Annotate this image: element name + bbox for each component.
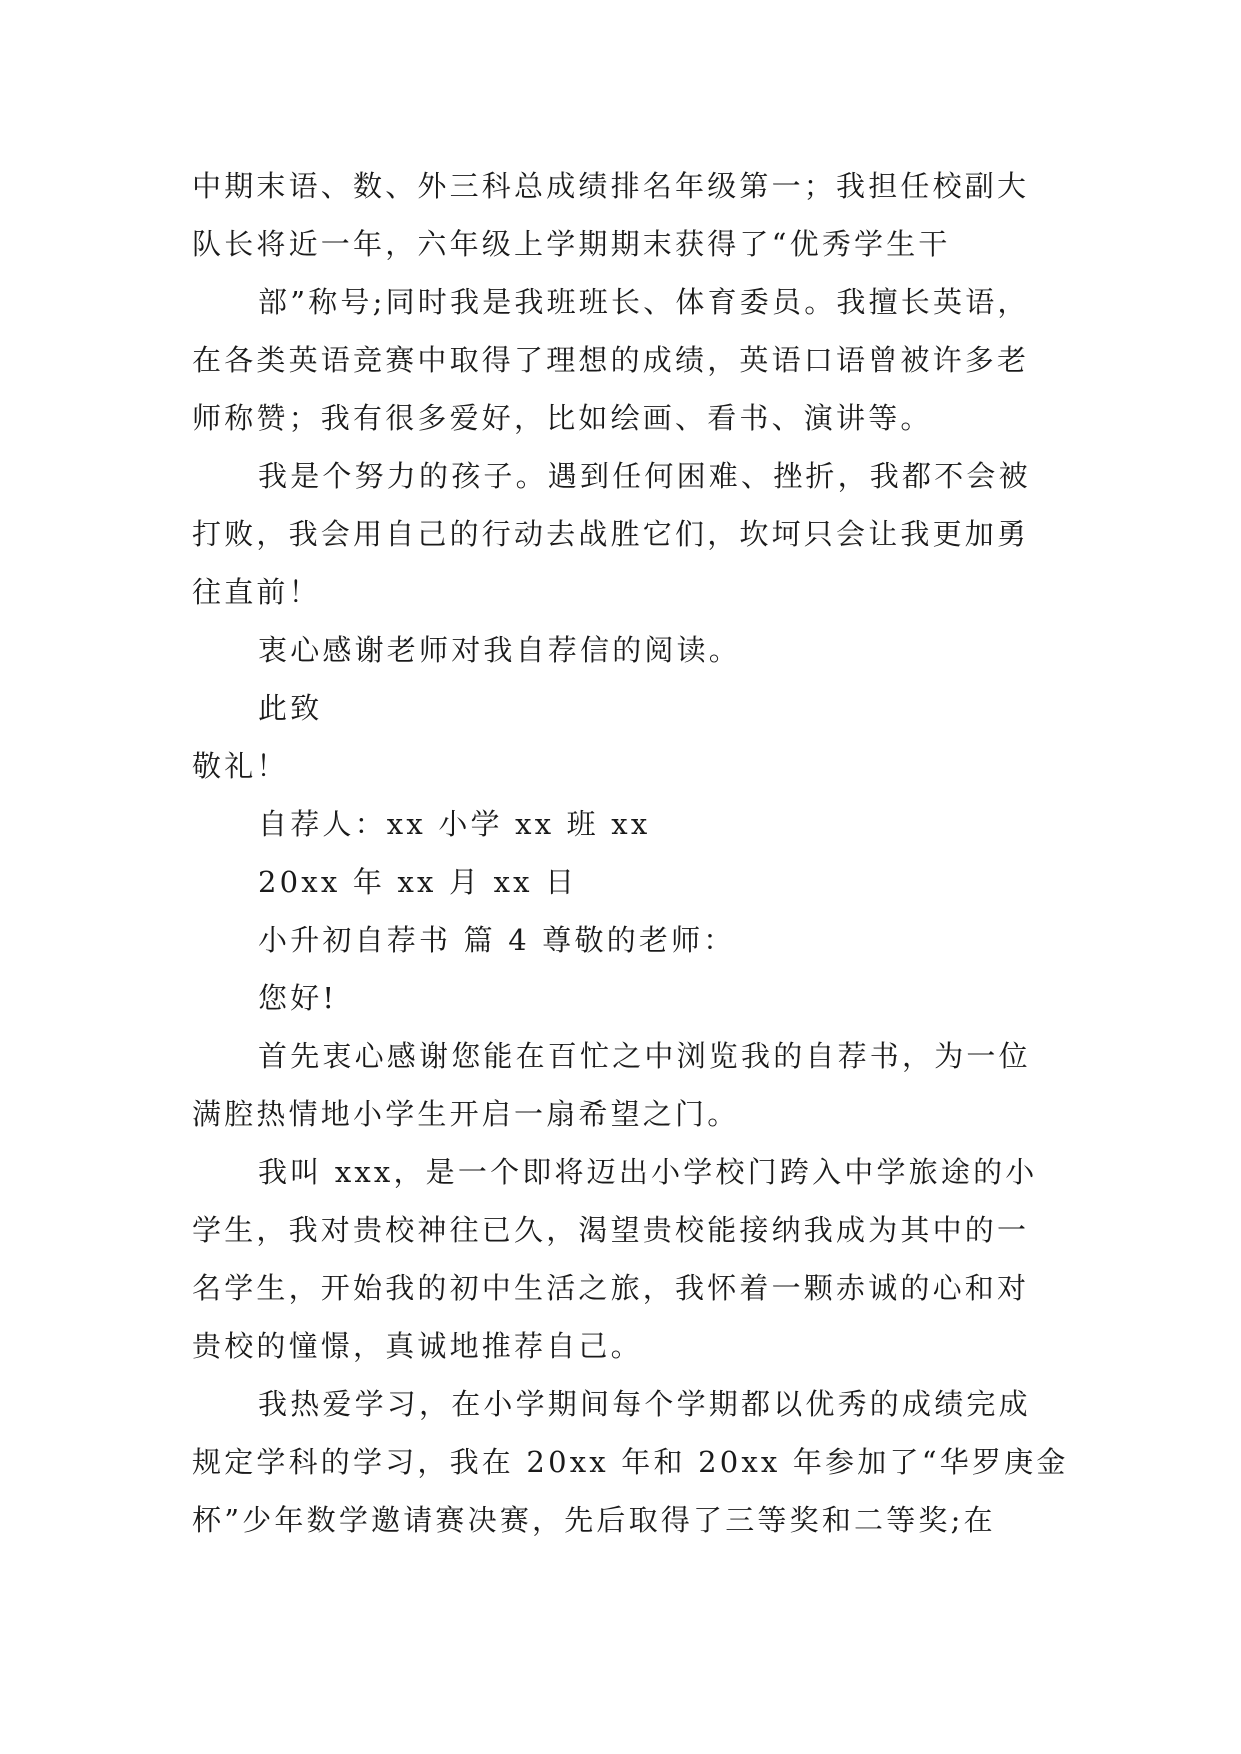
text-line: 自荐人：xx 小学 xx 班 xx: [258, 807, 651, 841]
text-line: 在各类英语竞赛中取得了理想的成绩，英语口语曾被许多老: [192, 343, 1030, 377]
text-line: 我叫 xxx，是一个即将迈出小学校门跨入中学旅途的小: [258, 1155, 1038, 1189]
text-line: 师称赞；我有很多爱好，比如绘画、看书、演讲等。: [192, 401, 933, 435]
text-line: 我是个努力的孩子。遇到任何困难、挫折，我都不会被: [258, 459, 1031, 493]
text-line: 部”称号;同时我是我班班长、体育委员。我擅长英语，: [258, 285, 1030, 319]
text-line: 满腔热情地小学生开启一扇希望之门。: [192, 1097, 740, 1131]
text-line: 您好!: [258, 981, 338, 1015]
text-line: 学生，我对贵校神往已久，渴望贵校能接纳我成为其中的一: [192, 1213, 1030, 1247]
text-line: 敬礼！: [192, 749, 289, 783]
text-line: 首先衷心感谢您能在百忙之中浏览我的自荐书，为一位: [258, 1039, 1031, 1073]
text-line: 队长将近一年，六年级上学期期末获得了“优秀学生干: [192, 227, 951, 261]
text-line: 打败，我会用自己的行动去战胜它们，坎坷只会让我更加勇: [192, 517, 1030, 551]
text-line: 规定学科的学习，我在 20xx 年和 20xx 年参加了“华罗庚金: [192, 1445, 1069, 1479]
text-line: 此致: [258, 691, 323, 725]
text-line: 贵校的憧憬，真诚地推荐自己。: [192, 1329, 643, 1363]
text-line: 小升初自荐书 篇 4 尊敬的老师：: [258, 923, 736, 957]
text-line: 杯”少年数学邀请赛决赛，先后取得了三等奖和二等奖;在: [192, 1503, 996, 1537]
text-line: 衷心感谢老师对我自荐信的阅读。: [258, 633, 742, 667]
text-line: 我热爱学习，在小学期间每个学期都以优秀的成绩完成: [258, 1387, 1031, 1421]
text-line: 往直前！: [192, 575, 321, 609]
text-line: 20xx 年 xx 月 xx 日: [258, 865, 578, 899]
text-line: 中期末语、数、外三科总成绩排名年级第一；我担任校副大: [192, 169, 1030, 203]
text-line: 名学生，开始我的初中生活之旅，我怀着一颗赤诚的心和对: [192, 1271, 1030, 1305]
